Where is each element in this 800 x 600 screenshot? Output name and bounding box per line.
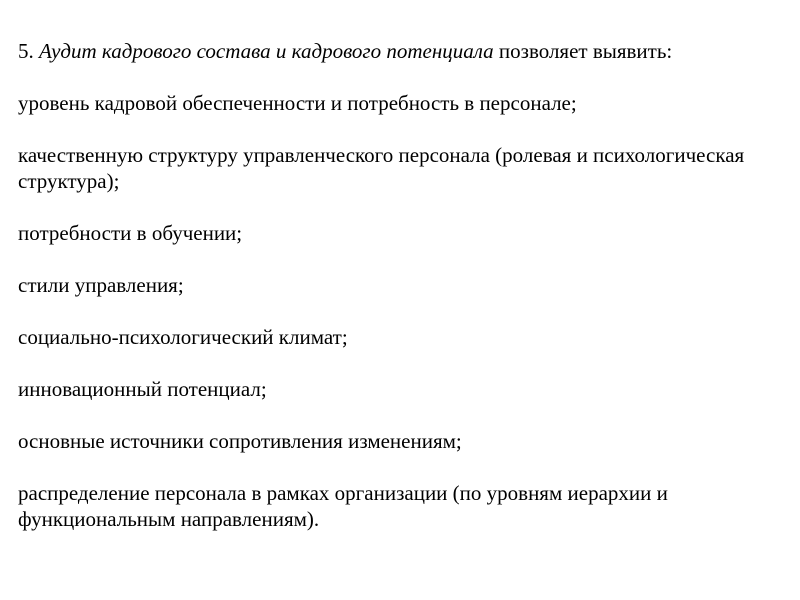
list-item: потребности в обучении; xyxy=(18,221,243,245)
list-item: качественную структуру управленческого персонала (ролевая и психологическая структура); xyxy=(18,143,745,193)
list-item: социально-психологический климат; xyxy=(18,325,348,349)
list-item: основные источники сопротивления изменениям; xyxy=(18,429,462,453)
list-item: инновационный потенциал; xyxy=(18,377,267,401)
list-item: распределение персонала в рамках организации (по уровням иерархии и функциональным направлениям). xyxy=(18,481,668,531)
heading-italic-text: Аудит кадрового состава и кадрового потенциала xyxy=(39,39,494,63)
slide-body xyxy=(18,38,788,558)
slide-heading xyxy=(18,38,788,64)
list-item: стили управления; xyxy=(18,273,184,297)
heading-number: 5. xyxy=(18,39,34,63)
list-item: уровень кадровой обеспеченности и потребность в персонале; xyxy=(18,91,577,115)
heading-rest-text: позволяет выявить: xyxy=(498,39,673,63)
